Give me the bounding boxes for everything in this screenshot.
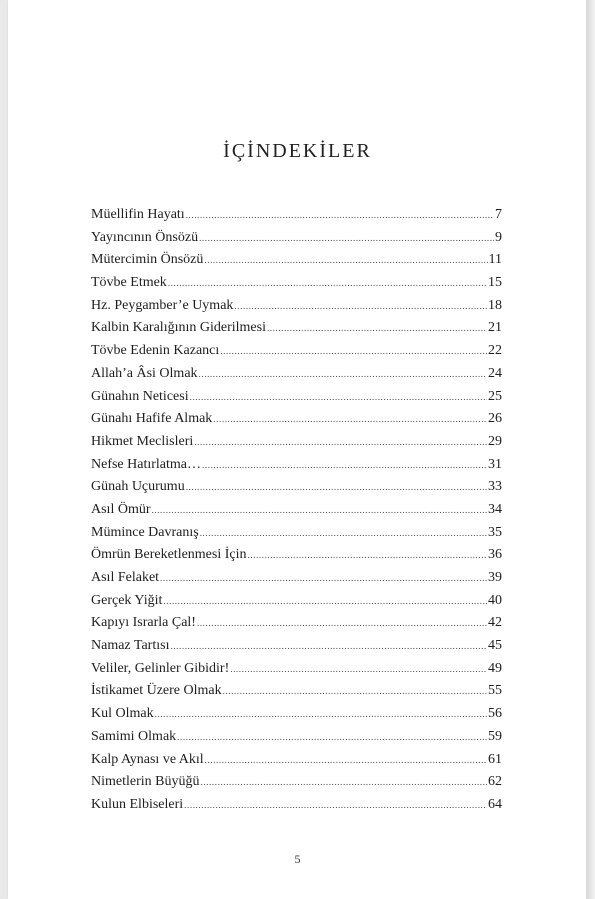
toc-entry xyxy=(91,479,502,502)
toc-entry-title: Veliler, Gelinler Gibidir! xyxy=(91,660,230,676)
toc-entry xyxy=(91,275,502,298)
dot-leader xyxy=(190,392,487,402)
toc-entry-page: 42 xyxy=(488,615,502,631)
toc-entry-title: Ömrün Bereketlenmesi İçin xyxy=(91,547,247,563)
dot-leader xyxy=(201,777,488,787)
toc-entry xyxy=(91,774,502,797)
dot-leader xyxy=(163,596,487,606)
toc-entry-title: Nimetlerin Büyüğü xyxy=(91,774,200,790)
toc-entry xyxy=(91,661,502,684)
toc-entry xyxy=(91,615,502,638)
toc-entry-title: Kapıyı Israrla Çal! xyxy=(91,615,196,631)
toc-entry-page: 36 xyxy=(488,547,502,563)
toc-entry-title: Tövbe Edenin Kazancı xyxy=(91,343,220,359)
dot-leader xyxy=(194,437,487,447)
dot-leader xyxy=(186,482,487,492)
toc-entry-page: 49 xyxy=(488,660,502,676)
dot-leader xyxy=(199,369,487,379)
toc-entry xyxy=(91,706,502,729)
toc-entry-title: İstikamet Üzere Olmak xyxy=(91,683,222,699)
toc-entry-page: 33 xyxy=(488,479,502,495)
toc-entry-page: 26 xyxy=(488,411,502,427)
toc-entry-page: 61 xyxy=(488,751,502,767)
toc-entry xyxy=(91,320,502,343)
page-title: İÇİNDEKİLER xyxy=(223,140,372,162)
toc-entry-page: 18 xyxy=(488,297,502,313)
dot-leader xyxy=(160,573,487,583)
toc-entry-page: 34 xyxy=(488,501,502,517)
toc-entry-title: Samimi Olmak xyxy=(91,728,177,744)
toc-entry xyxy=(91,207,502,230)
toc-entry xyxy=(91,683,502,706)
toc-entry-title: Kul Olmak xyxy=(91,706,154,722)
dot-leader xyxy=(168,278,487,288)
toc-entry-title: Günahın Neticesi xyxy=(91,388,189,404)
dot-leader xyxy=(213,414,487,424)
toc-entry-title: Kalbin Karalığının Giderilmesi xyxy=(91,320,266,336)
dot-leader xyxy=(234,301,487,311)
toc-entry xyxy=(91,752,502,775)
toc-entry-title: Yayıncının Önsözü xyxy=(91,229,199,245)
toc-entry-title: Gerçek Yiğit xyxy=(91,592,163,608)
toc-entry-page: 11 xyxy=(488,252,502,268)
toc-entry-page: 59 xyxy=(488,728,502,744)
toc-entry-page: 21 xyxy=(488,320,502,336)
dot-leader xyxy=(186,210,494,220)
toc-entry-page: 40 xyxy=(488,592,502,608)
toc-entry-page: 9 xyxy=(495,229,502,245)
toc-entry xyxy=(91,389,502,412)
toc-entry-page: 29 xyxy=(488,433,502,449)
toc-entry-title: Nefse Hatırlatma… xyxy=(91,456,202,472)
toc-entry xyxy=(91,434,502,457)
toc-entry xyxy=(91,457,502,480)
dot-leader xyxy=(220,346,487,356)
toc-entry-title: Asıl Ömür xyxy=(91,501,151,517)
table-of-contents xyxy=(91,207,502,820)
dot-leader xyxy=(170,641,487,651)
toc-entry-title: Günah Uçurumu xyxy=(91,479,185,495)
toc-entry-title: Mütercimin Önsözü xyxy=(91,252,204,268)
toc-entry xyxy=(91,570,502,593)
toc-entry-page: 55 xyxy=(488,683,502,699)
toc-entry xyxy=(91,230,502,253)
toc-entry-title: Tövbe Etmek xyxy=(91,275,167,291)
toc-entry xyxy=(91,525,502,548)
toc-entry-title: Asıl Felaket xyxy=(91,570,160,585)
toc-entry xyxy=(91,593,502,616)
dot-leader xyxy=(199,233,494,243)
toc-entry-title: Mümince Davranış xyxy=(91,524,199,540)
dot-leader xyxy=(202,460,487,470)
toc-entry-page: 39 xyxy=(488,570,502,585)
toc-entry-title: Allah’a Âsi Olmak xyxy=(91,365,198,381)
dot-leader xyxy=(200,528,487,538)
toc-entry xyxy=(91,366,502,389)
toc-entry xyxy=(91,547,502,570)
toc-entry xyxy=(91,343,502,366)
toc-entry-title: Kulun Elbiseleri xyxy=(91,796,184,812)
toc-entry-title: Hz. Peygamber’e Uymak xyxy=(91,297,234,313)
toc-entry-page: 35 xyxy=(488,524,502,540)
dot-leader xyxy=(155,709,487,719)
dot-leader xyxy=(248,550,487,560)
toc-entry xyxy=(91,729,502,752)
toc-entry-title: Hikmet Meclisleri xyxy=(91,433,194,449)
dot-leader xyxy=(267,323,487,333)
toc-entry-page: 25 xyxy=(488,388,502,404)
toc-entry-page: 22 xyxy=(488,343,502,359)
page-edge xyxy=(586,0,595,899)
toc-entry-page: 7 xyxy=(495,207,502,222)
toc-entry-title: Namaz Tartısı xyxy=(91,638,170,654)
page-number: 5 xyxy=(294,852,301,866)
toc-entry xyxy=(91,252,502,275)
toc-entry-page: 62 xyxy=(488,774,502,790)
toc-entry-page: 24 xyxy=(488,365,502,381)
dot-leader xyxy=(152,505,488,515)
toc-entry-page: 64 xyxy=(488,796,502,812)
toc-entry xyxy=(91,298,502,321)
toc-entry xyxy=(91,502,502,525)
toc-entry xyxy=(91,411,502,434)
dot-leader xyxy=(204,255,487,265)
toc-entry xyxy=(91,638,502,661)
dot-leader xyxy=(184,800,487,810)
toc-entry-page: 15 xyxy=(488,275,502,291)
toc-entry xyxy=(91,797,502,820)
toc-entry-title: Günahı Hafife Almak xyxy=(91,411,213,427)
dot-leader xyxy=(205,755,487,765)
toc-entry-page: 56 xyxy=(488,706,502,722)
dot-leader xyxy=(177,732,487,742)
dot-leader xyxy=(223,686,487,696)
toc-entry-title: Kalp Aynası ve Akıl xyxy=(91,751,204,767)
toc-entry-page: 45 xyxy=(488,638,502,654)
dot-leader xyxy=(197,618,487,628)
toc-entry-title: Müellifin Hayatı xyxy=(91,207,185,222)
dot-leader xyxy=(230,664,487,674)
toc-entry-page: 31 xyxy=(488,456,502,472)
